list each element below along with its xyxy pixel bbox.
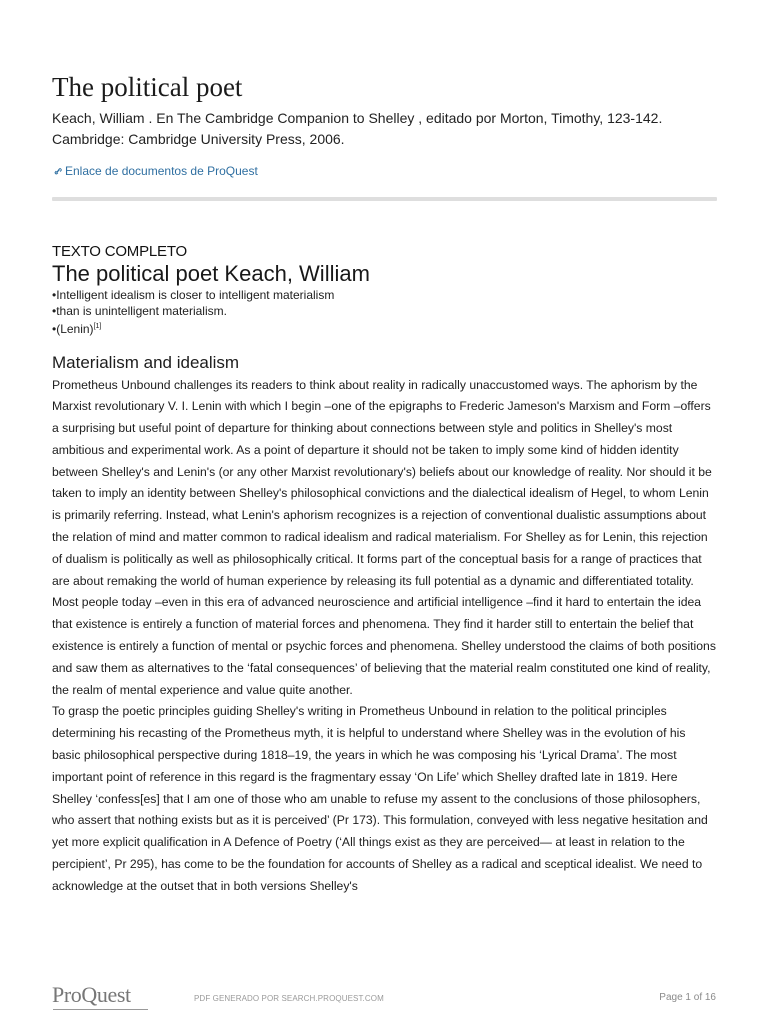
article-body xyxy=(52,375,717,898)
epigraph-line: •than is unintelligent materialism. xyxy=(52,303,227,318)
footnote-reference[interactable]: [1] xyxy=(93,322,102,330)
epigraph-line xyxy=(52,319,717,337)
proquest-logo: ProQuest xyxy=(52,982,131,1007)
full-text-label: TEXTO COMPLETO xyxy=(52,242,188,260)
proquest-link-text[interactable]: Enlace de documentos de ProQuest xyxy=(65,164,258,178)
page-number: Page 1 of 16 xyxy=(659,992,716,1003)
body-paragraph: To grasp the poetic principles guiding Shelley's writing in Prometheus Unbound in relation to the political principles determining his recasting of the Prometheus myth, it is helpful to understand where Shelley was in the evolution of his basic philosophical perspective during 1818–19, the years in which he was composing his ‘Lyrical Drama’. The most important point of reference in this regard is the fragmentary essay ‘On Life’ which Shelley drafted late in 1819. Here Shelley ‘confess[es] that I am one of those who am unable to refuse my assent to the conclusions of those philosophers, who assert that nothing exists but as it is perceived’ (Pr 173). This formulation, conveyed with less negative hesitation and yet more explicit qualification in A Defence of Poetry (‘All things exist as they are perceived— at least in relation to the percipient’, Pr 295), has come to be the foundation for accounts of Shelley as a radical and sceptical idealist. We need to acknowledge at the outset that in both versions Shelley's xyxy=(52,704,708,893)
citation-line-1: Keach, William . En The Cambridge Companion to Shelley , editado por Morton, Timothy, 123-142. xyxy=(52,110,663,126)
epigraph xyxy=(52,287,717,337)
citation-line-2: Cambridge: Cambridge University Press, 2006. xyxy=(52,131,345,147)
body-paragraph: Prometheus Unbound challenges its readers to think about reality in radically unaccustomed ways. The aphorism by the Marxist revolutionary V. I. Lenin with which I begin –one of the epigraphs to Frederic Jameson's Marxism and Form –offers a surprising but useful point of departure for thinking about connections between style and politics in Shelley's most ambitious and experimental work. As a point of departure it should not be taken to imply some kind of hidden identity between Shelley's and Lenin's (or any other Marxist revolutionary's) beliefs about our knowledge of reality. Nor should it be taken to imply an identity between Shelley's philosophical convictions and the dialectical idealism of Hegel, to whom Lenin is primarily referring. Instead, what Lenin's aphorism recognizes is a rejection of conventional dualistic assumptions about the relation of mind and matter common to radical idealism and radical materialism. For Shelley as for Lenin, this rejection of dualism is politically as well as philosophically critical. It forms part of the conceptual basis for a range of practices that are about remaking the world of human experience by releasing its full potential as a dynamic and differentiated totality. xyxy=(52,377,712,588)
page-footer xyxy=(52,976,716,1016)
generated-by-text: PDF GENERADO POR SEARCH.PROQUEST.COM xyxy=(194,994,384,1003)
article-title: The political poet Keach, William xyxy=(52,260,370,286)
section-divider xyxy=(52,197,717,201)
citation xyxy=(52,108,717,150)
epigraph-attribution: •(Lenin) xyxy=(52,321,94,336)
epigraph-line: •Intelligent idealism is closer to intelligent materialism xyxy=(52,287,335,302)
body-paragraph: Most people today –even in this era of advanced neuroscience and artificial intelligence –find it hard to entertain the idea that existence is entirely a function of material forces and phenomena. They find it harder still to entertain the belief that existence is entirely a function of mental or psychic forces and phenomena. Shelley understood the claims of both positions and saw them as alternatives to the ‘fatal consequences’ of believing that the material realm constituted one kind of reality, the realm of mental experience and value quite another. xyxy=(52,595,716,697)
proquest-document-link[interactable] xyxy=(52,164,258,178)
document-page xyxy=(52,70,717,898)
document-title: The political poet xyxy=(52,72,243,102)
logo-underline xyxy=(53,1009,148,1010)
link-icon xyxy=(52,166,63,177)
section-heading: Materialism and idealism xyxy=(52,352,240,372)
